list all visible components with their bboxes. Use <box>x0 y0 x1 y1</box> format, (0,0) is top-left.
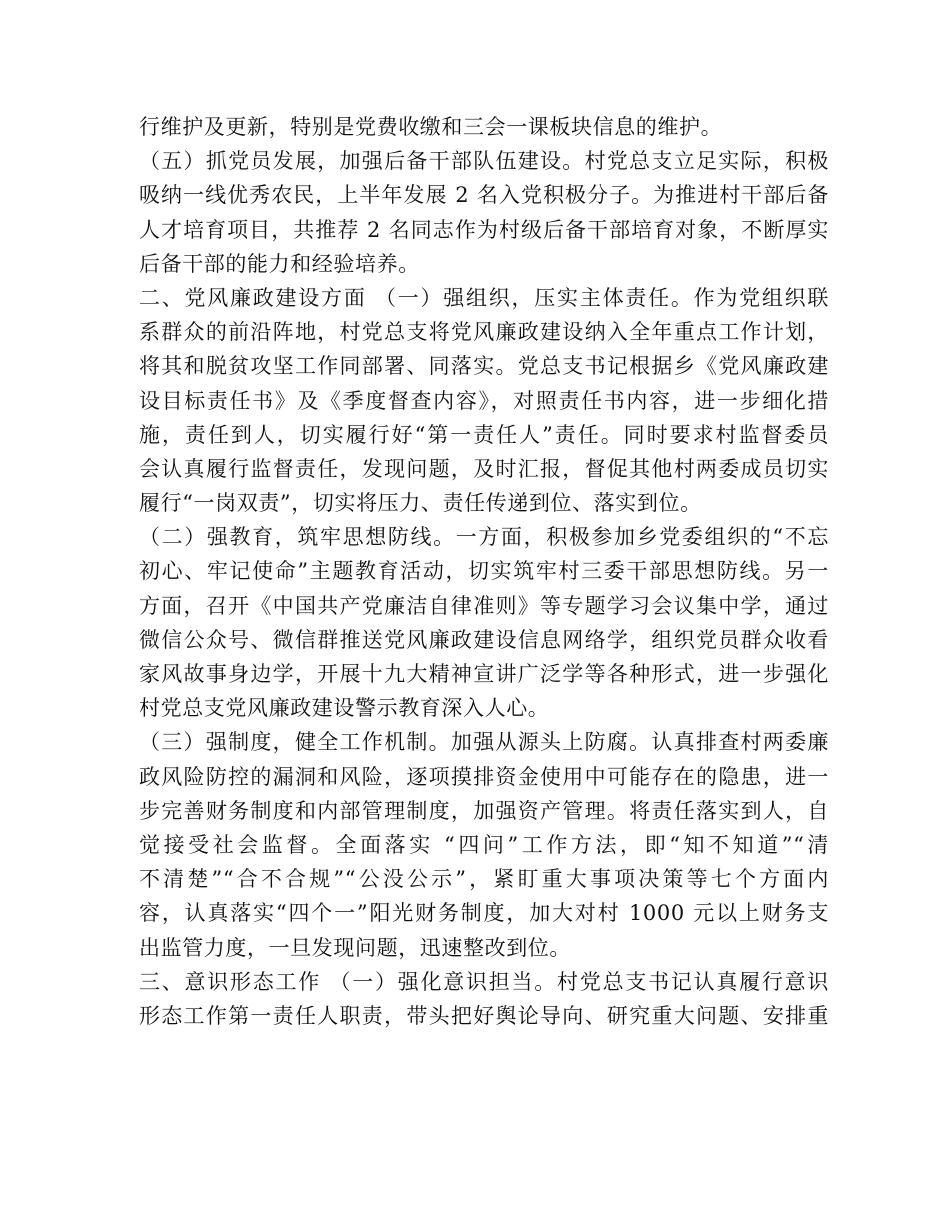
text-line: （三）强制度，健全工作机制。加强从源头上防腐。认真排查村两委廉 <box>139 730 829 755</box>
text-line: 觉接受社会监督。全面落实 “四问”工作方法，即“知不知道”“清 <box>139 832 829 857</box>
text-line: 三、意识形态工作 （一）强化意识担当。村党总支书记认真履行意识 <box>139 969 829 994</box>
text-line: 村党总支党风廉政建设警示教育深入人心。 <box>139 696 550 721</box>
text-line: 初心、牢记使命”主题教育活动，切实筑牢村三委干部思想防线。另一 <box>139 559 829 584</box>
text-line: （二）强教育，筑牢思想防线。一方面，积极参加乡党委组织的“不忘 <box>139 525 829 550</box>
text-line: 会认真履行监督责任，发现问题，及时汇报，督促其他村两委成员切实 <box>139 456 829 481</box>
text-line: 后备干部的能力和经验培养。 <box>139 251 420 276</box>
text-line: 二、党风廉政建设方面 （一）强组织，压实主体责任。作为党组织联 <box>139 285 829 310</box>
text-line: 步完善财务制度和内部管理制度，加强资产管理。将责任落实到人，自 <box>139 798 829 823</box>
text-line: 将其和脱贫攻坚工作同部署、同落实。党总支书记根据乡《党风廉政建 <box>139 354 829 379</box>
text-line: 吸纳一线优秀农民，上半年发展 2 名入党积极分子。为推进村干部后备 <box>139 183 829 208</box>
text-line: 政风险防控的漏洞和风险，逐项摸排资金使用中可能存在的隐患，进一 <box>139 764 829 789</box>
text-line: 履行“一岗双责”，切实将压力、责任传递到位、落实到位。 <box>139 491 702 516</box>
text-line: 不清楚”“合不合规”“公没公示”，紧盯重大事项决策等七个方面内 <box>139 867 829 892</box>
text-line: 人才培育项目，共推荐 2 名同志作为村级后备干部培育对象，不断厚实 <box>139 217 829 242</box>
text-line: 设目标责任书》及《季度督查内容》，对照责任书内容，进一步细化措 <box>139 388 829 413</box>
text-line: 家风故事身边学，开展十九大精神宣讲广泛学等各种形式，进一步强化 <box>139 662 829 686</box>
text-line: （五）抓党员发展，加强后备干部队伍建设。村党总支立足实际，积极 <box>139 149 829 174</box>
document-body <box>139 110 829 1033</box>
text-line: 形态工作第一责任人职责，带头把好舆论导向、研究重大问题、安排重 <box>139 1003 829 1028</box>
text-line: 行维护及更新，特别是党费收缴和三会一课板块信息的维护。 <box>139 115 723 139</box>
text-line: 系群众的前沿阵地，村党总支将党风廉政建设纳入全年重点工作计划， <box>139 320 829 345</box>
text-line: 方面，召开《中国共产党廉洁自律准则》等专题学习会议集中学，通过 <box>139 593 829 618</box>
text-line: 容，认真落实“四个一”阳光财务制度，加大对村 1000 元以上财务支 <box>139 901 829 926</box>
text-line: 微信公众号、微信群推送党风廉政建设信息网络学，组织党员群众收看 <box>139 627 829 652</box>
text-line: 施，责任到人，切实履行好“第一责任人”责任。同时要求村监督委员 <box>139 422 829 447</box>
text-line: 出监管力度，一旦发现问题，迅速整改到位。 <box>139 935 571 960</box>
